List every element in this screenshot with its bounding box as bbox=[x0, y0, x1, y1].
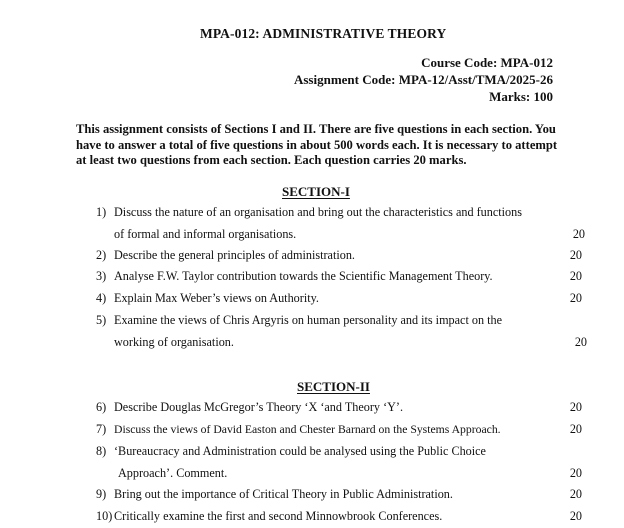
question-item bbox=[96, 484, 590, 506]
question-marks: 20 bbox=[569, 487, 582, 501]
question-marks: 20 bbox=[569, 248, 582, 262]
question-text-line1: Examine the views of Chris Argyris on human personality and its impact on the bbox=[114, 313, 503, 327]
question-item bbox=[96, 202, 590, 245]
question-text: Discuss the views of David Easton and Chester Barnard on the Systems Approach. bbox=[114, 423, 501, 436]
section-2-heading: SECTION-II bbox=[297, 379, 370, 394]
question-marks: 20 bbox=[572, 226, 585, 241]
assignment-meta bbox=[294, 54, 553, 105]
question-text: Analyse F.W. Taylor contribution towards the Scientific Management Theory. bbox=[114, 269, 493, 283]
question-number: 1) bbox=[96, 205, 107, 219]
question-item bbox=[96, 245, 590, 267]
question-text-line2: working of organisation. bbox=[114, 334, 234, 349]
question-item bbox=[96, 310, 590, 353]
question-marks: 20 bbox=[569, 422, 582, 436]
question-text: Describe the general principles of administration. bbox=[114, 248, 355, 262]
section-1-heading: SECTION-I bbox=[282, 184, 350, 199]
question-item bbox=[96, 266, 590, 288]
question-text-line2: of formal and informal organisations. bbox=[114, 226, 297, 241]
question-marks: 20 bbox=[574, 334, 587, 349]
question-marks: 20 bbox=[569, 400, 582, 414]
question-text-line1: ‘Bureaucracy and Administration could be analysed using the Public Choice bbox=[114, 444, 486, 458]
question-number: 7) bbox=[96, 422, 107, 436]
question-marks: 20 bbox=[569, 509, 582, 523]
question-text-line1: Discuss the nature of an organisation and bring out the characteristics and functions bbox=[114, 205, 522, 219]
question-item bbox=[96, 397, 590, 419]
question-number: 2) bbox=[96, 248, 107, 262]
question-text-line2: Approach’. Comment. bbox=[118, 465, 228, 480]
question-number: 4) bbox=[96, 291, 107, 305]
question-number: 8) bbox=[96, 444, 107, 458]
assignment-code: Assignment Code: MPA-12/Asst/TMA/2025-26 bbox=[293, 72, 553, 87]
question-item bbox=[96, 441, 590, 484]
question-text: Describe Douglas McGregor’s Theory ‘X ‘and Theory ‘Y’. bbox=[114, 400, 404, 414]
question-number: 3) bbox=[96, 269, 107, 283]
question-item bbox=[96, 288, 590, 310]
question-number: 10) bbox=[96, 509, 113, 523]
course-code: Course Code: MPA-012 bbox=[421, 55, 553, 70]
question-number: 5) bbox=[96, 313, 107, 327]
document-title: MPA-012: ADMINISTRATIVE THEORY bbox=[200, 26, 447, 41]
question-text: Explain Max Weber’s views on Authority. bbox=[114, 291, 319, 305]
question-marks: 20 bbox=[569, 291, 582, 305]
instructions: This assignment consists of Sections I and II. There are five questions in each section. You have to answer a total of five questions in about 500 words each. It is necessary to attempt at least two questions from each section. Each question carries 20 marks. bbox=[76, 122, 558, 167]
question-text: Critically examine the first and second Minnowbrook Conferences. bbox=[114, 509, 443, 523]
question-marks: 20 bbox=[569, 465, 582, 480]
total-marks: Marks: 100 bbox=[489, 89, 553, 104]
question-number: 9) bbox=[96, 487, 107, 501]
question-item bbox=[96, 419, 590, 441]
question-number: 6) bbox=[96, 400, 107, 414]
question-marks: 20 bbox=[569, 269, 582, 283]
question-text: Bring out the importance of Critical Theory in Public Administration. bbox=[114, 487, 453, 501]
question-item bbox=[96, 506, 590, 528]
